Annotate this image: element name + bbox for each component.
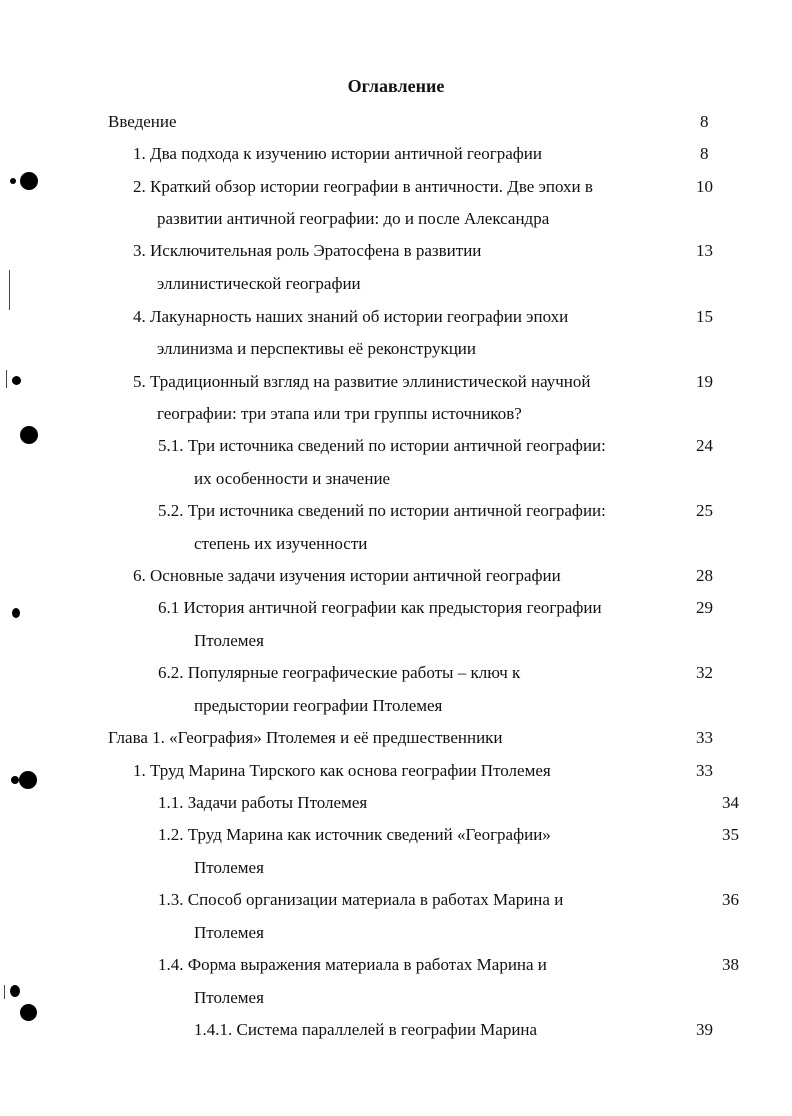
- punch-hole-mark: [10, 985, 20, 997]
- toc-entry-2-line1: 2. Краткий обзор истории географии в античности. Две эпохи в: [133, 177, 593, 196]
- toc-entry-1-line1: 1. Два подхода к изучению истории античной географии: [133, 144, 542, 163]
- toc-entry-13-page: 34: [722, 793, 739, 812]
- toc-entry-12-page: 33: [696, 761, 713, 780]
- toc-entry-16-page: 38: [722, 955, 739, 974]
- toc-entry-11-line1: Глава 1. «География» Птолемея и её предшественники: [108, 728, 503, 747]
- toc-entry-14-page: 35: [722, 825, 739, 844]
- page-title: Оглавление: [347, 76, 445, 96]
- toc-entry-9-page: 29: [696, 598, 713, 617]
- punch-hole-mark: [20, 1004, 37, 1021]
- toc-entry-6-line1: 5.1. Три источника сведений по истории античной географии:: [158, 436, 606, 455]
- toc-entry-1-page: 8: [700, 144, 709, 163]
- toc-entry-5-line1: 5. Традиционный взгляд на развитие эллинистической научной: [133, 372, 591, 391]
- toc-entry-7-page: 25: [696, 501, 713, 520]
- toc-entry-4-page: 15: [696, 307, 713, 326]
- toc-entry-17-line1: 1.4.1. Система параллелей в географии Марина: [194, 1020, 538, 1039]
- toc-entry-10-page: 32: [696, 663, 713, 682]
- scan-mark: [9, 270, 10, 310]
- punch-hole-mark: [20, 426, 38, 444]
- toc-entry-15-line1: 1.3. Способ организации материала в работах Марина и: [158, 890, 564, 909]
- punch-hole-mark: [12, 376, 21, 385]
- toc-entry-9-line2: Птолемея: [194, 631, 264, 650]
- punch-hole-mark: [12, 608, 20, 618]
- toc-entry-5-line2: географии: три этапа или три группы источников?: [157, 404, 522, 423]
- toc-entry-0-line1: Введение: [108, 112, 177, 131]
- toc-entry-3-line1: 3. Исключительная роль Эратосфена в развитии: [133, 241, 482, 260]
- toc-entry-17-page: 39: [696, 1020, 713, 1039]
- punch-hole-mark: [10, 178, 16, 184]
- toc-entry-4-line1: 4. Лакунарность наших знаний об истории географии эпохи: [133, 307, 569, 326]
- punch-hole-mark: [11, 776, 19, 784]
- toc-entry-3-page: 13: [696, 241, 713, 260]
- toc-entry-12-line1: 1. Труд Марина Тирского как основа географии Птолемея: [133, 761, 551, 780]
- toc-entry-14-line2: Птолемея: [194, 858, 264, 877]
- toc-entry-2-line2: развитии античной географии: до и после Александра: [157, 209, 550, 228]
- toc-entry-10-line1: 6.2. Популярные географические работы – ключ к: [158, 663, 521, 682]
- toc-entry-15-line2: Птолемея: [194, 923, 264, 942]
- toc-entry-10-line2: предыстории географии Птолемея: [194, 696, 443, 715]
- toc-entry-8-line1: 6. Основные задачи изучения истории античной географии: [133, 566, 561, 585]
- toc-entry-6-line2: их особенности и значение: [194, 469, 391, 488]
- toc-entry-2-page: 10: [696, 177, 713, 196]
- toc-entry-7-line2: степень их изученности: [194, 534, 368, 553]
- scan-mark: [4, 985, 5, 999]
- toc-entry-8-page: 28: [696, 566, 713, 585]
- toc-entry-3-line2: эллинистической географии: [157, 274, 361, 293]
- toc-entry-5-page: 19: [696, 372, 713, 391]
- toc-entry-14-line1: 1.2. Труд Марина как источник сведений «Географии»: [158, 825, 551, 844]
- scan-mark: [6, 370, 7, 388]
- toc-entry-9-line1: 6.1 История античной географии как предыстория географии: [158, 598, 602, 617]
- toc-entry-7-line1: 5.2. Три источника сведений по истории античной географии:: [158, 501, 606, 520]
- toc-entry-4-line2: эллинизма и перспективы её реконструкции: [157, 339, 476, 358]
- toc-entry-16-line1: 1.4. Форма выражения материала в работах Марина и: [158, 955, 547, 974]
- toc-entry-0-page: 8: [700, 112, 709, 131]
- toc-entry-6-page: 24: [696, 436, 713, 455]
- punch-hole-mark: [19, 771, 37, 789]
- toc-entry-16-line2: Птолемея: [194, 988, 264, 1007]
- punch-hole-mark: [20, 172, 38, 190]
- toc-entry-11-page: 33: [696, 728, 713, 747]
- toc-entry-13-line1: 1.1. Задачи работы Птолемея: [158, 793, 368, 812]
- toc-entry-15-page: 36: [722, 890, 739, 909]
